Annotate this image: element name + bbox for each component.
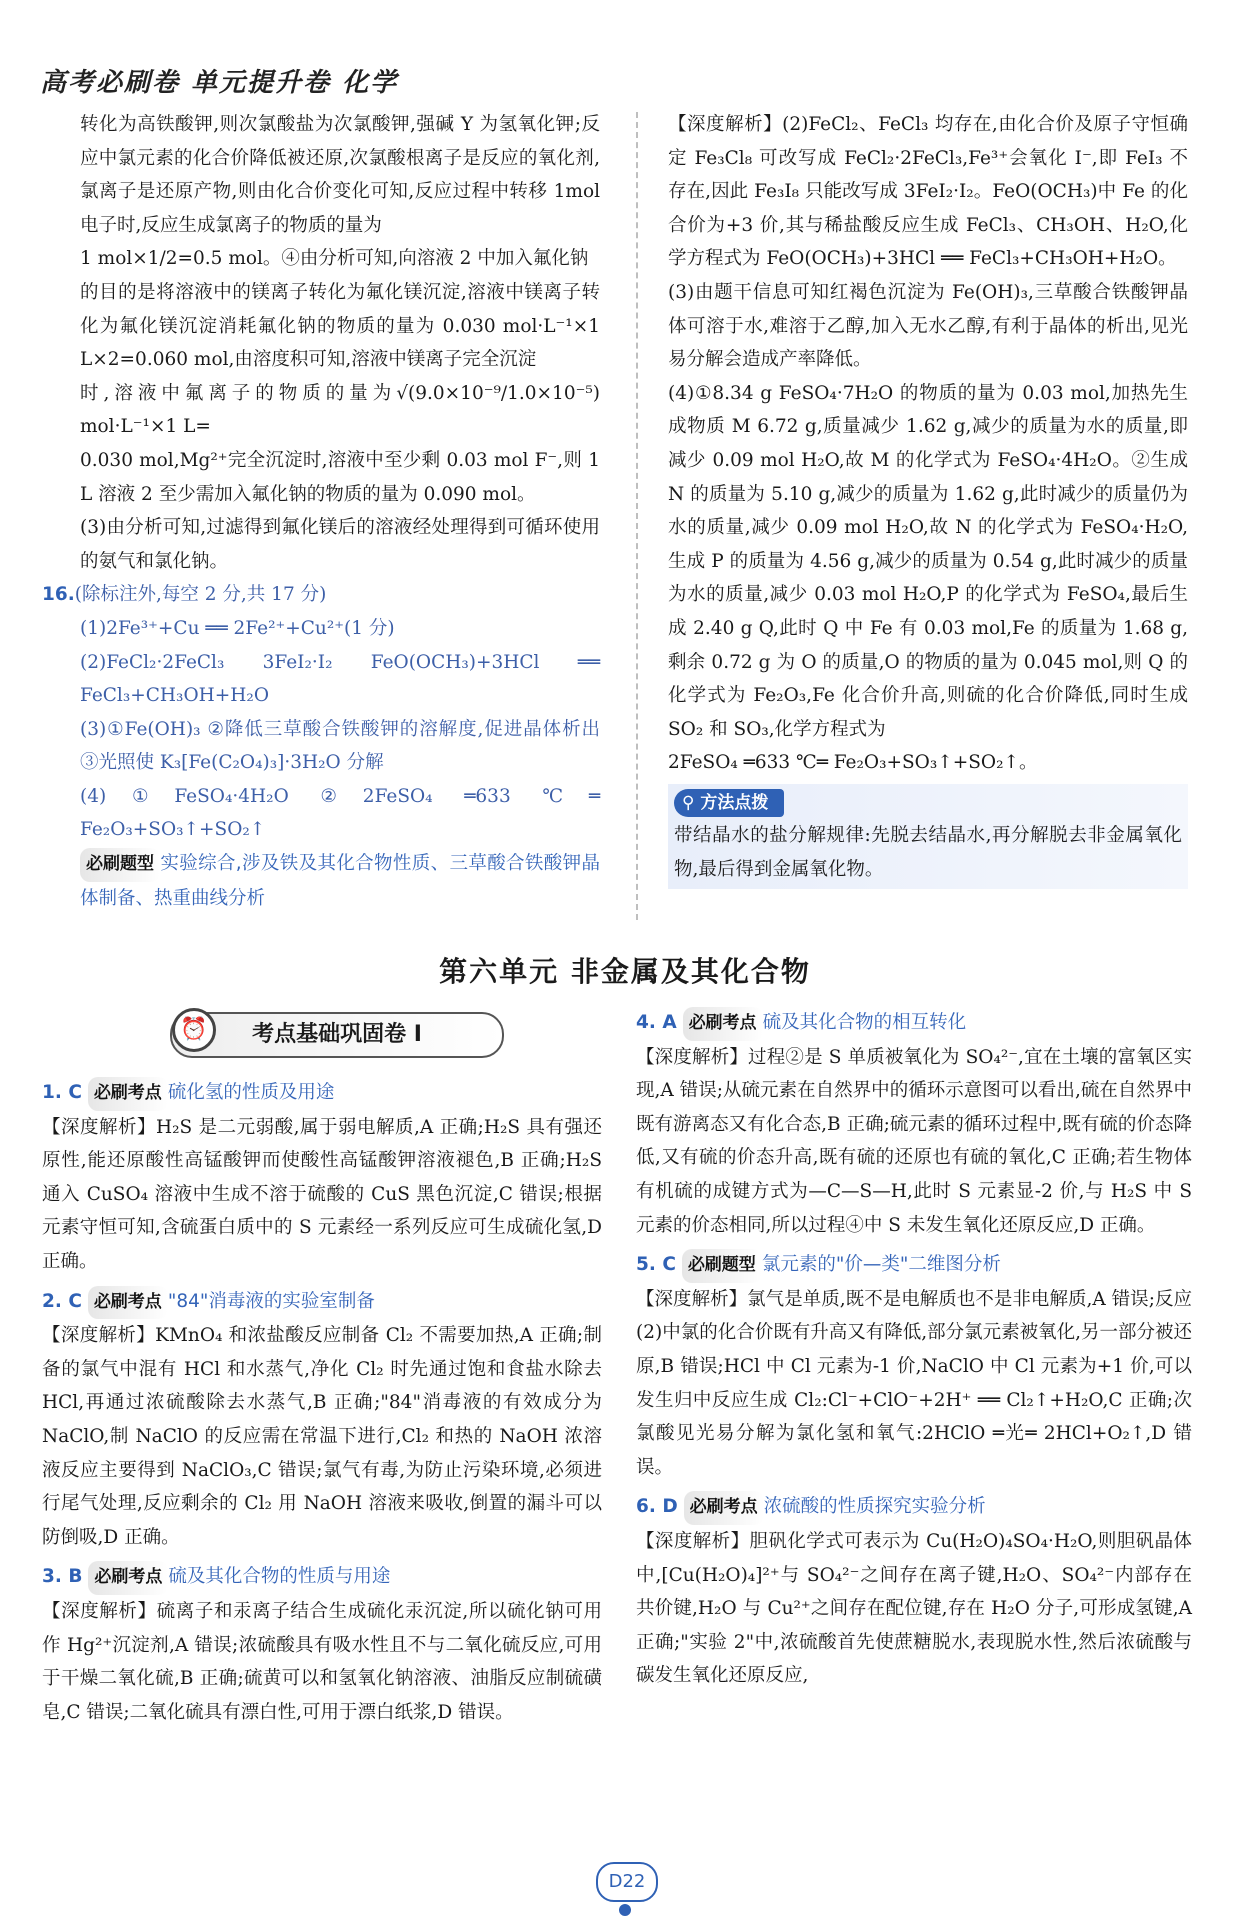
question-number: 16. — [42, 584, 75, 606]
question-number: 1. C — [42, 1082, 82, 1103]
question-block — [636, 1248, 1192, 1484]
must-brush-tag: 必刷考点 — [683, 1007, 763, 1041]
question-topic: 硫及其化合物的相互转化 — [762, 1012, 967, 1033]
answer-16-line: (3)①Fe(OH)₃ ②降低三草酸合铁酸钾的溶解度,促进晶体析出 ③光照使 K₃[Fe(C₂O₄)₃]·3H₂O 分解 — [80, 718, 600, 774]
question-explanation: 【深度解析】KMnO₄ 和浓盐酸反应制备 Cl₂ 不需要加热,A 正确;制备的氯气中混有 HCl 和水蒸气,净化 Cl₂ 时先通过饱和食盐水除去 HCl,再通过浓硫酸除去水蒸气,B 正确;"84"消毒液的有效成分为 NaClO,制 NaClO 的反应需在常温下进行,Cl₂ 和热的 NaOH 浓溶液反应主要得到 NaClO₃,C 错误;氯气有毒,为防止污染环境,必须进行尾气处理,反应剩余的 Cl₂ 用 NaOH 溶液来吸收,倒置的漏斗可以防倒吸,D 正确。 — [42, 1325, 602, 1548]
answer-16-intro: (除标注外,每空 2 分,共 17 分) — [74, 584, 327, 606]
method-tip-box — [668, 784, 1188, 889]
left-paragraph: 0.030 mol,Mg²⁺完全沉淀时,溶液中至少剩 0.03 mol F⁻,则 1 L 溶液 2 至少需加入氟化钠的物质的量为 0.090 mol。 — [80, 449, 600, 505]
right-paragraph: (3)由题干信息可知红褐色沉淀为 Fe(OH)₃,三草酸合铁酸钾晶体可溶于水,难溶于乙醇,加入无水乙醇,有利于晶体的析出,见光易分解会造成产率降低。 — [668, 281, 1188, 371]
right-paragraph: 2FeSO₄ ═633 ℃═ Fe₂O₃+SO₃↑+SO₂↑。 — [668, 752, 1038, 774]
left-paragraph: 的目的是将溶液中的镁离子转化为氟化镁沉淀,溶液中镁离子转化为氟化镁沉淀消耗氟化钠的物质的量为 0.030 mol·L⁻¹×1 L×2=0.060 mol,由溶度积可知,溶液中镁离子完全沉淀 — [80, 281, 600, 371]
question-explanation: 【深度解析】过程②是 S 单质被氧化为 SO₄²⁻,宜在土壤的富氧区实现,A 错误;从硫元素在自然界中的循环示意图可以看出,硫在自然界中既有游离态又有化合态,B 正确;硫元素的循环过程中,既有硫的价态降低,又有硫的价态升高,既有硫的还原也有硫的氧化,C 正确;若生物体有机硫的成键方式为—C—S—H,此时 S 元素显-2 价,与 H₂S 中 S 元素的价态相同,所以过程④中 S 未发生氧化还原反应,D 正确。 — [636, 1046, 1192, 1236]
method-tip-title — [674, 789, 784, 817]
question-block — [636, 1490, 1192, 1693]
question-explanation: 【深度解析】硫离子和汞离子结合生成硫化汞沉淀,所以硫化钠可用作 Hg²⁺沉淀剂,A 错误;浓硫酸具有吸水性且不与二氧化硫反应,可用于干燥二氧化硫,B 正确;硫黄可以和氢氧化钠溶液、油脂反应制硫磺皂,C 错误;二氧化硫具有漂白性,可用于漂白纸浆,D 错误。 — [42, 1600, 602, 1723]
left-paragraph: 1 mol×1/2=0.5 mol。④由分析可知,向溶液 2 中加入氟化钠 — [80, 248, 589, 270]
question-number: 6. D — [636, 1496, 678, 1518]
question-explanation: 【深度解析】胆矾化学式可表示为 Cu(H₂O)₄SO₄·H₂O,则胆矾晶体中,[Cu(H₂O)₄]²⁺与 SO₄²⁻之间存在离子键,H₂O、SO₄²⁻内部存在共价键,H₂O 与 Cu²⁺之间存在配位键,存在 H₂O 分子,可形成氢键,A 正确;"实验 2"中,浓硫酸首先使蔗糖脱水,表现脱水性,然后浓硫酸与碳发生氧化还原反应, — [636, 1530, 1192, 1687]
must-brush-tag: 必刷考点 — [88, 1286, 168, 1320]
question-number: 5. C — [636, 1254, 676, 1276]
answer-16-line: (4)①FeSO₄·4H₂O ②2FeSO₄ ═633 ℃═ Fe₂O₃+SO₃↑+SO₂↑ — [80, 785, 600, 841]
page-number-dot — [619, 1904, 631, 1916]
question-topic: 硫及其化合物的性质与用途 — [168, 1566, 391, 1588]
question-explanation: 【深度解析】H₂S 是二元弱酸,属于弱电解质,A 正确;H₂S 具有强还原性,能还原酸性高锰酸钾而使酸性高锰酸钾溶液褪色,B 正确;H₂S 通入 CuSO₄ 溶液中生成不溶于硫酸的 CuS 黑色沉淀,C 错误;根据元素守恒可知,含硫蛋白质中的 S 元素经一系列反应可生成硫化氢,D 正确。 — [42, 1116, 602, 1272]
right-top-column — [668, 108, 1188, 889]
answer-16-line: (1)2Fe³⁺+Cu ══ 2Fe²⁺+Cu²⁺(1 分) — [80, 617, 395, 639]
question-block — [636, 1006, 1192, 1242]
right-bottom-column — [636, 1006, 1192, 1693]
must-brush-tag: 必刷考点 — [88, 1077, 168, 1111]
must-brush-tag: 必刷题型 — [682, 1249, 762, 1283]
left-paragraph: 时,溶液中氟离子的物质的量为√(9.0×10⁻⁹/1.0×10⁻⁵) mol·L⁻¹×1 L= — [80, 382, 600, 438]
left-bottom-column — [42, 1076, 602, 1729]
question-number: 4. A — [636, 1012, 677, 1033]
question-topic: 氯元素的"价—类"二维图分析 — [761, 1254, 1001, 1276]
method-tip-label: 方法点拨 — [700, 792, 769, 813]
column-divider — [636, 112, 638, 920]
question-topic: "84"消毒液的实验室制备 — [167, 1290, 375, 1312]
answer-16-line: (2)FeCl₂·2FeCl₃ 3FeI₂·I₂ FeO(OCH₃)+3HCl ══ FeCl₃+CH₃OH+H₂O — [80, 651, 600, 707]
page-number: D22 — [596, 1862, 658, 1902]
section-title: 考点基础巩固卷 Ⅰ — [170, 1012, 504, 1058]
unit-title: 第六单元 非金属及其化合物 — [439, 955, 811, 988]
left-paragraph: 转化为高铁酸钾,则次氯酸盐为次氯酸钾,强碱 Y 为氢氧化钾;反应中氯元素的化合价降低被还原,次氯酸根离子是反应的氧化剂,氯离子是还原产物,则由化合价变化可知,反应过程中转移 1mol 电子时,反应生成氯离子的物质的量为 — [80, 114, 600, 236]
question-block — [42, 1285, 602, 1555]
left-top-column — [42, 108, 600, 915]
question-topic: 浓硫酸的性质探究实验分析 — [763, 1496, 986, 1518]
left-paragraph: (3)由分析可知,过滤得到氟化镁后的溶液经处理得到可循环使用的氨气和氯化钠。 — [80, 517, 600, 572]
right-paragraph: 【深度解析】(2)FeCl₂、FeCl₃ 均存在,由化合价及原子守恒确定 Fe₃Cl₈ 可改写成 FeCl₂·2FeCl₃,Fe³⁺会氧化 I⁻,即 FeI₃ 不存在,因此 Fe₃I₈ 只能改写成 3FeI₂·I₂。FeO(OCH₃)中 Fe 的化合价为+3 价,其与稀盐酸反应生成 FeCl₃、CH₃OH、H₂O,化学方程式为 FeO(OCH₃)+3HCl ══ FeCl₃+CH₃OH+H₂O。 — [668, 114, 1188, 270]
question-block — [42, 1076, 602, 1279]
must-brush-tag: 必刷考点 — [88, 1561, 168, 1595]
must-brush-tag: 必刷考点 — [684, 1491, 764, 1525]
question-block — [42, 1560, 602, 1729]
alarm-clock-icon: ⏰ — [172, 1008, 216, 1052]
right-paragraph: (4)①8.34 g FeSO₄·7H₂O 的物质的量为 0.03 mol,加热先生成物质 M 6.72 g,质量减少 1.62 g,减少的质量为水的质量,即减少 0.09 mol H₂O,故 M 的化学式为 FeSO₄·4H₂O。②生成 N 的质量为 5.10 g,减少的质量为 1.62 g,此时减少的质量仍为水的质量,减少 0.09 mol H₂O,故 N 的化学式为 FeSO₄·H₂O,生成 P 的质量为 4.56 g,减少的质量为 0.54 g,此时减少的质量为水的质量,减少 0.03 mol H₂O,P 的化学式为 FeSO₄,最后生成 2.40 g Q,此时 Q 中 Fe 有 0.03 mol,Fe 的质量为 1.68 g,剩余 0.72 g 为 O 的质量,O 的物质的量为 0.045 mol,则 Q 的化学式为 Fe₂O₃,Fe 化合价升高,则硫的化合价降低,同时生成 SO₂ 和 SO₃,化学方程式为 — [668, 382, 1188, 740]
answer-16 — [42, 578, 600, 915]
page-header: 高考必刷卷 单元提升卷 化学 — [40, 68, 399, 98]
question-number: 3. B — [42, 1566, 83, 1588]
method-tip-text: 带结晶水的盐分解规律:先脱去结晶水,再分解脱去非金属氧化物,最后得到金属氧化物。 — [674, 825, 1182, 881]
tag-text: 实验综合,涉及铁及其化合物性质、三草酸合铁酸钾晶体制备、热重曲线分析 — [80, 853, 600, 909]
question-explanation: 【深度解析】氯气是单质,既不是电解质也不是非电解质,A 错误;反应(2)中氯的化合价既有升高又有降低,部分氯元素被氧化,另一部分被还原,B 错误;HCl 中 Cl 元素为-1 价,NaClO 中 Cl 元素为+1 价,可以发生归中反应生成 Cl₂:Cl⁻+ClO⁻+2H⁺ ══ Cl₂↑+H₂O,C 正确;次氯酸见光易分解为氯化氢和氧气:2HClO ═光═ 2HCl+O₂↑,D 错误。 — [636, 1288, 1192, 1478]
pin-icon: ⚲ — [682, 792, 695, 813]
question-number: 2. C — [42, 1290, 82, 1312]
must-brush-tag: 必刷题型 — [80, 848, 160, 882]
question-topic: 硫化氢的性质及用途 — [167, 1082, 335, 1103]
